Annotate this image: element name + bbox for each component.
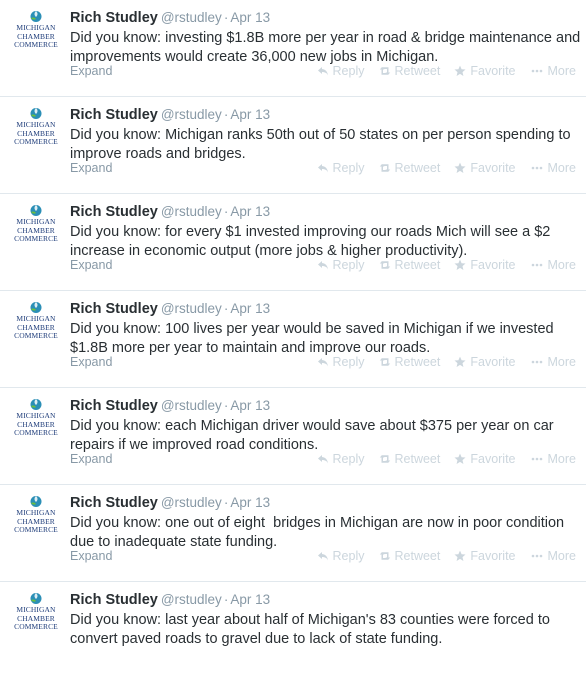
author-handle[interactable]: @rstudley xyxy=(160,301,222,316)
author-name[interactable]: Rich Studley xyxy=(70,398,158,414)
tweet-actions xyxy=(317,355,576,369)
logo-text-line: COMMERCE xyxy=(14,40,58,49)
retweet-arrows-icon xyxy=(379,65,395,77)
retweet-action[interactable] xyxy=(379,452,441,466)
separator-dot: · xyxy=(223,398,229,413)
more-label: More xyxy=(547,161,576,175)
logo-text-line: COMMERCE xyxy=(14,137,58,146)
tweet-text: Did you know: for every $1 invested improving our roads Mich will see a $2 increase in economic output (more jobs & higher productivity). xyxy=(70,224,555,259)
avatar[interactable] xyxy=(11,300,61,344)
tweet-actions xyxy=(317,258,576,272)
logo-text-line: MICHIGAN xyxy=(16,605,56,614)
tweet-header xyxy=(70,493,586,512)
tweet-header xyxy=(70,202,586,221)
separator-dot: · xyxy=(223,107,229,122)
retweet-arrows-icon xyxy=(379,162,395,174)
logo-text-line: MICHIGAN xyxy=(16,314,56,323)
chamber-logo-icon xyxy=(29,300,43,315)
tweet-item[interactable] xyxy=(0,97,586,194)
tweet-text: Did you know: 100 lives per year would be saved in Michigan if we invested $1.8B more per year to maintain and improve our roads. xyxy=(70,321,558,356)
author-handle[interactable]: @rstudley xyxy=(160,107,222,122)
favorite-action[interactable] xyxy=(454,549,515,563)
retweet-action[interactable] xyxy=(379,64,441,78)
logo-text-line: MICHIGAN xyxy=(16,217,56,226)
separator-dot: · xyxy=(223,10,229,25)
logo-text-line: CHAMBER xyxy=(17,419,55,429)
star-icon xyxy=(454,65,470,77)
logo-text-line: CHAMBER xyxy=(17,613,55,623)
separator-dot: · xyxy=(223,204,229,219)
tweet-header xyxy=(70,105,586,124)
favorite-label: Favorite xyxy=(470,452,516,466)
expand-link[interactable]: Expand xyxy=(70,161,113,175)
tweet-text: Did you know: Michigan ranks 50th out of 50 states on per person spending to improve roads and bridges. xyxy=(70,127,575,162)
tweet-item[interactable] xyxy=(0,582,586,679)
reply-action[interactable] xyxy=(317,64,365,78)
favorite-label: Favorite xyxy=(470,549,516,563)
retweet-action[interactable] xyxy=(379,258,441,272)
author-name[interactable]: Rich Studley xyxy=(70,204,158,220)
tweet-date[interactable]: Apr 13 xyxy=(230,592,271,607)
reply-label: Reply xyxy=(332,64,365,78)
tweet-footer xyxy=(70,452,576,470)
favorite-label: Favorite xyxy=(470,258,516,272)
reply-arrow-icon xyxy=(317,162,333,174)
tweet-footer xyxy=(70,161,576,179)
chamber-logo-icon xyxy=(29,397,43,412)
logo-text-line: MICHIGAN xyxy=(16,120,56,129)
reply-arrow-icon xyxy=(317,453,333,465)
chamber-logo-icon xyxy=(29,106,43,121)
tweet-date[interactable]: Apr 13 xyxy=(230,10,271,25)
reply-label: Reply xyxy=(332,258,365,272)
star-icon xyxy=(454,550,470,562)
retweet-arrows-icon xyxy=(379,453,395,465)
retweet-label: Retweet xyxy=(394,549,441,563)
more-label: More xyxy=(547,64,576,78)
tweet-date[interactable]: Apr 13 xyxy=(230,398,271,413)
more-action[interactable] xyxy=(530,64,576,78)
reply-arrow-icon xyxy=(317,65,333,77)
more-action[interactable] xyxy=(530,258,576,272)
logo-text-line: MICHIGAN xyxy=(16,508,56,517)
more-action[interactable] xyxy=(530,355,576,369)
author-handle[interactable]: @rstudley xyxy=(160,398,222,413)
tweet-actions xyxy=(317,161,576,175)
ellipsis-icon xyxy=(530,453,548,465)
star-icon xyxy=(454,259,470,271)
retweet-arrows-icon xyxy=(379,550,395,562)
star-icon xyxy=(454,162,470,174)
tweet-text: Did you know: each Michigan driver would save about $375 per year on car repairs if we improved road conditions. xyxy=(70,418,558,453)
reply-label: Reply xyxy=(332,161,365,175)
tweet-item[interactable] xyxy=(0,0,586,97)
chamber-logo-icon xyxy=(29,494,43,509)
retweet-arrows-icon xyxy=(379,259,395,271)
reply-arrow-icon xyxy=(317,356,333,368)
retweet-action[interactable] xyxy=(379,161,441,175)
expand-link[interactable]: Expand xyxy=(70,258,113,272)
ellipsis-icon xyxy=(530,356,548,368)
expand-link[interactable]: Expand xyxy=(70,355,113,369)
tweet-actions xyxy=(317,549,576,563)
author-handle[interactable]: @rstudley xyxy=(160,592,222,607)
more-action[interactable] xyxy=(530,452,576,466)
tweet-text: Did you know: last year about half of Michigan's 83 counties were forced to convert paved roads to gravel due to lack of state funding. xyxy=(70,612,554,647)
star-icon xyxy=(454,356,470,368)
retweet-action[interactable] xyxy=(379,549,441,563)
avatar[interactable] xyxy=(11,203,61,247)
retweet-arrows-icon xyxy=(379,356,395,368)
ellipsis-icon xyxy=(530,259,548,271)
logo-text-line: COMMERCE xyxy=(14,622,58,631)
avatar[interactable] xyxy=(11,9,61,53)
author-handle[interactable]: @rstudley xyxy=(160,204,222,219)
avatar[interactable] xyxy=(11,397,61,441)
author-name[interactable]: Rich Studley xyxy=(70,592,158,608)
favorite-action[interactable] xyxy=(454,258,515,272)
favorite-action[interactable] xyxy=(454,452,515,466)
reply-action[interactable] xyxy=(317,452,365,466)
tweet-text: Did you know: one out of eight bridges in Michigan are now in poor condition due to inadequate state funding. xyxy=(70,515,569,550)
logo-text-line: CHAMBER xyxy=(17,128,55,138)
logo-text-line: MICHIGAN xyxy=(16,23,56,32)
tweet-footer xyxy=(70,355,576,373)
reply-action[interactable] xyxy=(317,355,365,369)
star-icon xyxy=(454,453,470,465)
tweet-item[interactable] xyxy=(0,194,586,291)
tweet-date[interactable]: Apr 13 xyxy=(230,107,271,122)
author-handle[interactable]: @rstudley xyxy=(160,495,222,510)
favorite-action[interactable] xyxy=(454,64,515,78)
more-label: More xyxy=(547,355,576,369)
favorite-action[interactable] xyxy=(454,355,515,369)
author-name[interactable]: Rich Studley xyxy=(70,107,158,123)
tweet-header xyxy=(70,8,586,27)
tweet-item[interactable] xyxy=(0,291,586,388)
favorite-label: Favorite xyxy=(470,64,516,78)
logo-text-line: COMMERCE xyxy=(14,234,58,243)
tweet-header xyxy=(70,299,586,318)
reply-action[interactable] xyxy=(317,161,365,175)
reply-action[interactable] xyxy=(317,258,365,272)
author-name[interactable]: Rich Studley xyxy=(70,495,158,511)
more-label: More xyxy=(547,258,576,272)
author-handle[interactable]: @rstudley xyxy=(160,10,222,25)
more-action[interactable] xyxy=(530,549,576,563)
logo-text-line: MICHIGAN xyxy=(16,411,56,420)
favorite-action[interactable] xyxy=(454,161,515,175)
tweet-header xyxy=(70,396,586,415)
more-label: More xyxy=(547,452,576,466)
tweet-footer xyxy=(70,64,576,82)
retweet-action[interactable] xyxy=(379,355,441,369)
separator-dot: · xyxy=(223,592,229,607)
tweet-date[interactable]: Apr 13 xyxy=(230,204,271,219)
ellipsis-icon xyxy=(530,550,548,562)
reply-label: Reply xyxy=(332,549,365,563)
avatar[interactable] xyxy=(11,106,61,150)
separator-dot: · xyxy=(223,301,229,316)
author-name[interactable]: Rich Studley xyxy=(70,301,158,317)
tweet-actions xyxy=(317,452,576,466)
tweet-actions xyxy=(317,64,576,78)
ellipsis-icon xyxy=(530,65,548,77)
separator-dot: · xyxy=(223,495,229,510)
logo-text-line: CHAMBER xyxy=(17,31,55,41)
chamber-logo-icon xyxy=(29,591,43,606)
tweet-item[interactable] xyxy=(0,388,586,485)
logo-text-line: COMMERCE xyxy=(14,525,58,534)
favorite-label: Favorite xyxy=(470,355,516,369)
tweet-footer xyxy=(70,549,576,567)
author-name[interactable]: Rich Studley xyxy=(70,10,158,26)
ellipsis-icon xyxy=(530,162,548,174)
retweet-label: Retweet xyxy=(394,452,441,466)
logo-text-line: CHAMBER xyxy=(17,322,55,332)
chamber-logo-icon xyxy=(29,9,43,24)
expand-link[interactable]: Expand xyxy=(70,549,113,563)
logo-text-line: COMMERCE xyxy=(14,428,58,437)
reply-label: Reply xyxy=(332,355,365,369)
avatar[interactable] xyxy=(11,591,61,635)
retweet-label: Retweet xyxy=(394,355,441,369)
logo-text-line: COMMERCE xyxy=(14,331,58,340)
tweet-footer xyxy=(70,258,576,276)
logo-text-line: CHAMBER xyxy=(17,225,55,235)
avatar[interactable] xyxy=(11,494,61,538)
retweet-label: Retweet xyxy=(394,161,441,175)
tweet-text: Did you know: investing $1.8B more per year in road & bridge maintenance and improvements would create 36,000 new jobs in Michigan. xyxy=(70,30,585,65)
tweet-item[interactable] xyxy=(0,485,586,582)
logo-text-line: CHAMBER xyxy=(17,516,55,526)
reply-action[interactable] xyxy=(317,549,365,563)
reply-arrow-icon xyxy=(317,550,333,562)
chamber-logo-icon xyxy=(29,203,43,218)
reply-arrow-icon xyxy=(317,259,333,271)
more-label: More xyxy=(547,549,576,563)
reply-label: Reply xyxy=(332,452,365,466)
retweet-label: Retweet xyxy=(394,64,441,78)
retweet-label: Retweet xyxy=(394,258,441,272)
favorite-label: Favorite xyxy=(470,161,516,175)
tweet-header xyxy=(70,590,586,609)
tweet-date[interactable]: Apr 13 xyxy=(230,495,271,510)
expand-link[interactable]: Expand xyxy=(70,452,113,466)
tweet-date[interactable]: Apr 13 xyxy=(230,301,271,316)
more-action[interactable] xyxy=(530,161,576,175)
expand-link[interactable]: Expand xyxy=(70,64,113,78)
